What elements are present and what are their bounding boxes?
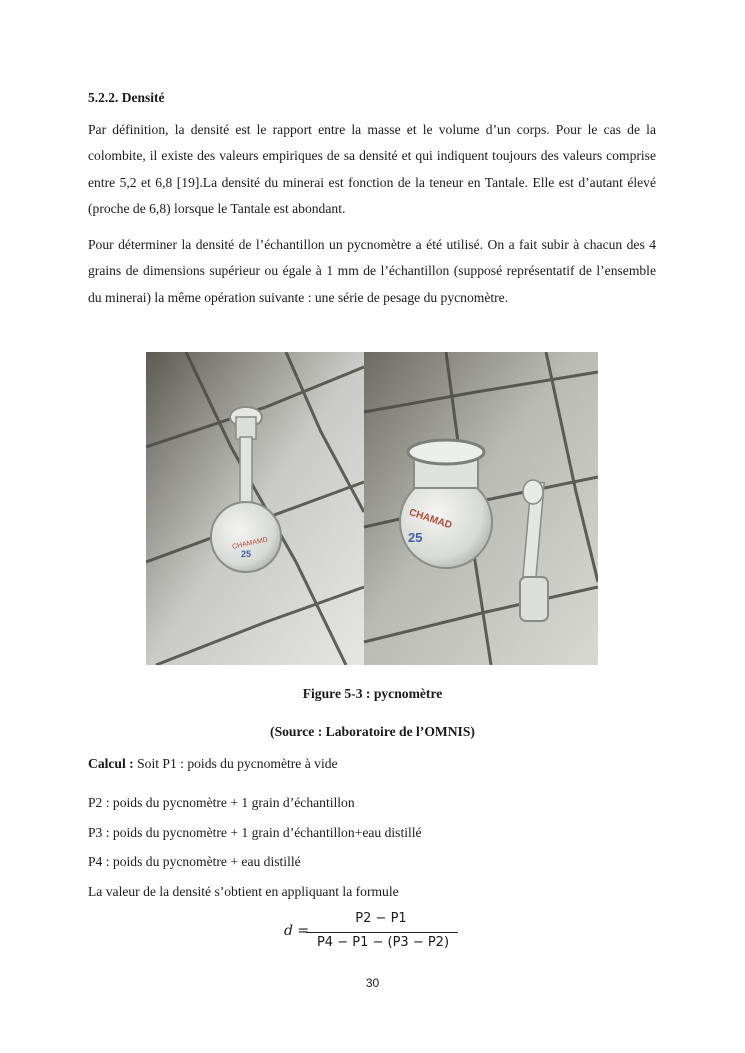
- calc-intro-line: [88, 756, 338, 772]
- formula-lhs: d =: [284, 923, 310, 939]
- calc-p1-definition: Soit P1 : poids du pycnomètre à vide: [133, 756, 338, 771]
- paragraph-pycnometer-method: Pour déterminer la densité de l’échantillon un pycnomètre a été utilisé. On a fait subir à chacun des 4 grains de dimensions supérieur ou égale à 1 mm de l’échantillon (supposé représentatif de l’ensemble du minerai) la même opération suivante : une série de pesage du pycnomètre.: [88, 237, 656, 305]
- photo-left: [146, 352, 364, 665]
- photo-right: [364, 352, 598, 665]
- calc-p4-definition: P4 : poids du pycnomètre + eau distillé: [88, 854, 301, 869]
- fraction-bar: [306, 932, 458, 933]
- formula-denominator: P4 − P1 − (P3 − P2): [316, 935, 450, 950]
- flask-label-volume-left: 25: [241, 549, 252, 559]
- formula-intro: La valeur de la densité s’obtient en appliquant la formule: [88, 884, 399, 899]
- flask-label-brand-left: CHAMAMD: [231, 536, 269, 551]
- section-heading: 5.2.2. Densité: [88, 90, 165, 105]
- flask-label-brand-right: CHAMAD: [407, 507, 454, 532]
- flask-label-volume-right: 25: [408, 530, 423, 545]
- calc-p3-definition: P3 : poids du pycnomètre + 1 grain d’échantillon+eau distillé: [88, 825, 422, 840]
- formula-numerator: P2 − P1: [355, 911, 407, 926]
- figure-source: (Source : Laboratoire de l’OMNIS): [270, 724, 475, 739]
- density-formula: [284, 909, 484, 955]
- calc-label: Calcul :: [88, 756, 134, 771]
- pycnometer-photo: [146, 352, 598, 665]
- calc-p2-definition: P2 : poids du pycnomètre + 1 grain d’échantillon: [88, 795, 355, 810]
- page-number: 30: [365, 976, 380, 990]
- paragraph-density-definition: Par définition, la densité est le rapport entre la masse et le volume d’un corps. Pour le cas de la colombite, il existe des valeurs empiriques de sa densité et qui indiquent toujours des valeurs comprise entre 5,2 et 6,8 [19].La densité du minerai est fonction de la teneur en Tantale. Elle est d’autant élevé (proche de 6,8) lorsque le Tantale est abondant.: [88, 122, 656, 216]
- figure-caption: Figure 5-3 : pycnomètre: [302, 686, 443, 701]
